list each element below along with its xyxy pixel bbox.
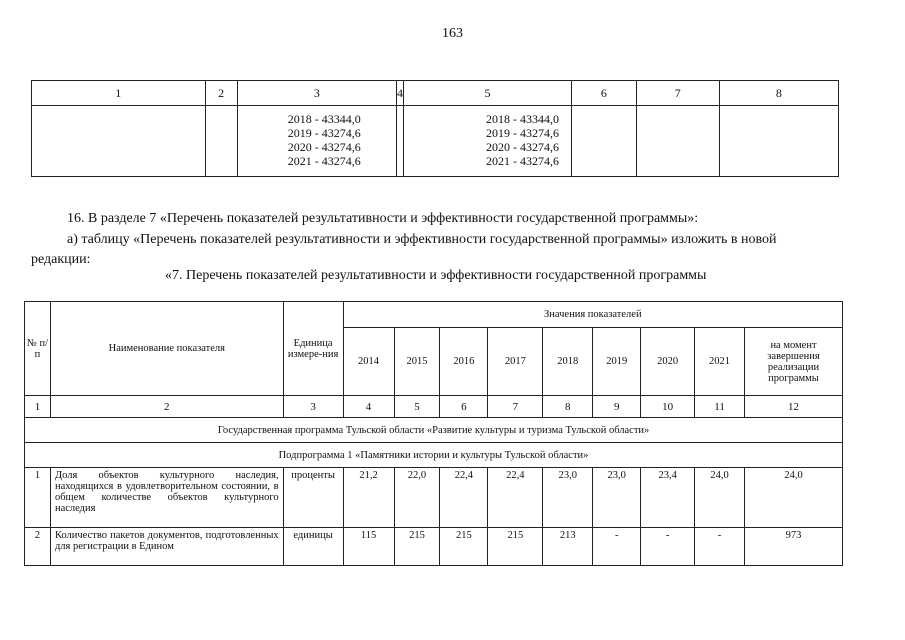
year-header: 2019 [593, 328, 641, 396]
row-value: 215 [440, 528, 488, 566]
year-header: 2021 [695, 328, 745, 396]
funding-line: 2021 - 43274,6 [287, 154, 361, 168]
row-value: 215 [488, 528, 543, 566]
funding-cell-col3 [237, 106, 396, 177]
column-number: 12 [745, 396, 843, 418]
col-header: 2 [205, 81, 237, 106]
column-number: 8 [543, 396, 593, 418]
header-row-1 [25, 302, 843, 328]
column-number: 7 [488, 396, 543, 418]
row-value: - [641, 528, 695, 566]
year-header: 2014 [343, 328, 394, 396]
col-header: 1 [32, 81, 206, 106]
row-value: 22,4 [488, 468, 543, 528]
row-name: Количество пакетов документов, подготовленных для регистрации в Едином [50, 528, 283, 566]
row-value: 215 [394, 528, 440, 566]
paragraph-a-line1: а) таблицу «Перечень показателей результативности и эффективности государственной программы» изложить в новой [67, 232, 777, 247]
row-value: 24,0 [695, 468, 745, 528]
funding-line: 2019 - 43274,6 [486, 126, 560, 140]
continued-table-header [32, 81, 839, 106]
row-value: 115 [343, 528, 394, 566]
paragraph-a-line2: редакции: [31, 252, 91, 267]
funding-cell-col5 [404, 106, 572, 177]
column-number: 4 [343, 396, 394, 418]
row-value: 23,0 [593, 468, 641, 528]
year-header: 2017 [488, 328, 543, 396]
year-header: 2018 [543, 328, 593, 396]
header-unit: Единица измере-ния [283, 302, 343, 396]
year-header: 2015 [394, 328, 440, 396]
year-header: 2020 [641, 328, 695, 396]
continued-table [31, 80, 839, 177]
column-number: 5 [394, 396, 440, 418]
row-unit: единицы [283, 528, 343, 566]
row-value: 22,4 [440, 468, 488, 528]
funding-line: 2021 - 43274,6 [486, 154, 560, 168]
row-value: 23,4 [641, 468, 695, 528]
col-header: 8 [719, 81, 838, 106]
col-header: 4 [397, 81, 404, 106]
funding-line: 2018 - 43344,0 [486, 112, 560, 126]
row-name: Доля объектов культурного наследия, находящихся в удовлетворительном состоянии, в общем количестве объектов культурного наследия [50, 468, 283, 528]
indicators-table [24, 301, 843, 566]
funding-line: 2020 - 43274,6 [486, 140, 560, 154]
funding-line: 2019 - 43274,6 [287, 126, 361, 140]
year-header: 2016 [440, 328, 488, 396]
row-value: 22,0 [394, 468, 440, 528]
subprogram-title: Подпрограмма 1 «Памятники истории и культуры Тульской области» [25, 443, 843, 468]
row-value: 23,0 [543, 468, 593, 528]
table-row [25, 528, 843, 566]
col-header: 5 [404, 81, 572, 106]
paragraph-16: 16. В разделе 7 «Перечень показателей результативности и эффективности государственной программы»: [67, 211, 699, 226]
column-number: 6 [440, 396, 488, 418]
subprogram-row [25, 443, 843, 468]
page-number: 163 [442, 26, 463, 41]
row-unit: проценты [283, 468, 343, 528]
section-title: «7. Перечень показателей результативности и эффективности государственной программы [165, 268, 707, 283]
column-number: 9 [593, 396, 641, 418]
program-row [25, 418, 843, 443]
column-number: 11 [695, 396, 745, 418]
row-final: 24,0 [745, 468, 843, 528]
col-header: 6 [571, 81, 636, 106]
row-num: 2 [25, 528, 51, 566]
row-num: 1 [25, 468, 51, 528]
row-final: 973 [745, 528, 843, 566]
column-number: 3 [283, 396, 343, 418]
column-number: 2 [50, 396, 283, 418]
row-value: 21,2 [343, 468, 394, 528]
header-final: на момент завершения реализации программы [745, 328, 843, 396]
funding-line: 2018 - 43344,0 [287, 112, 361, 126]
header-name: Наименование показателя [50, 302, 283, 396]
table-row [25, 468, 843, 528]
header-num: № п/п [25, 302, 51, 396]
row-value: 213 [543, 528, 593, 566]
column-number-row [25, 396, 843, 418]
continued-table-row [32, 106, 839, 177]
funding-line: 2020 - 43274,6 [287, 140, 361, 154]
column-number: 10 [641, 396, 695, 418]
col-header: 3 [237, 81, 396, 106]
program-title: Государственная программа Тульской области «Развитие культуры и туризма Тульской области» [25, 418, 843, 443]
col-header: 7 [636, 81, 719, 106]
column-number: 1 [25, 396, 51, 418]
header-values: Значения показателей [343, 302, 842, 328]
row-value: - [695, 528, 745, 566]
row-value: - [593, 528, 641, 566]
